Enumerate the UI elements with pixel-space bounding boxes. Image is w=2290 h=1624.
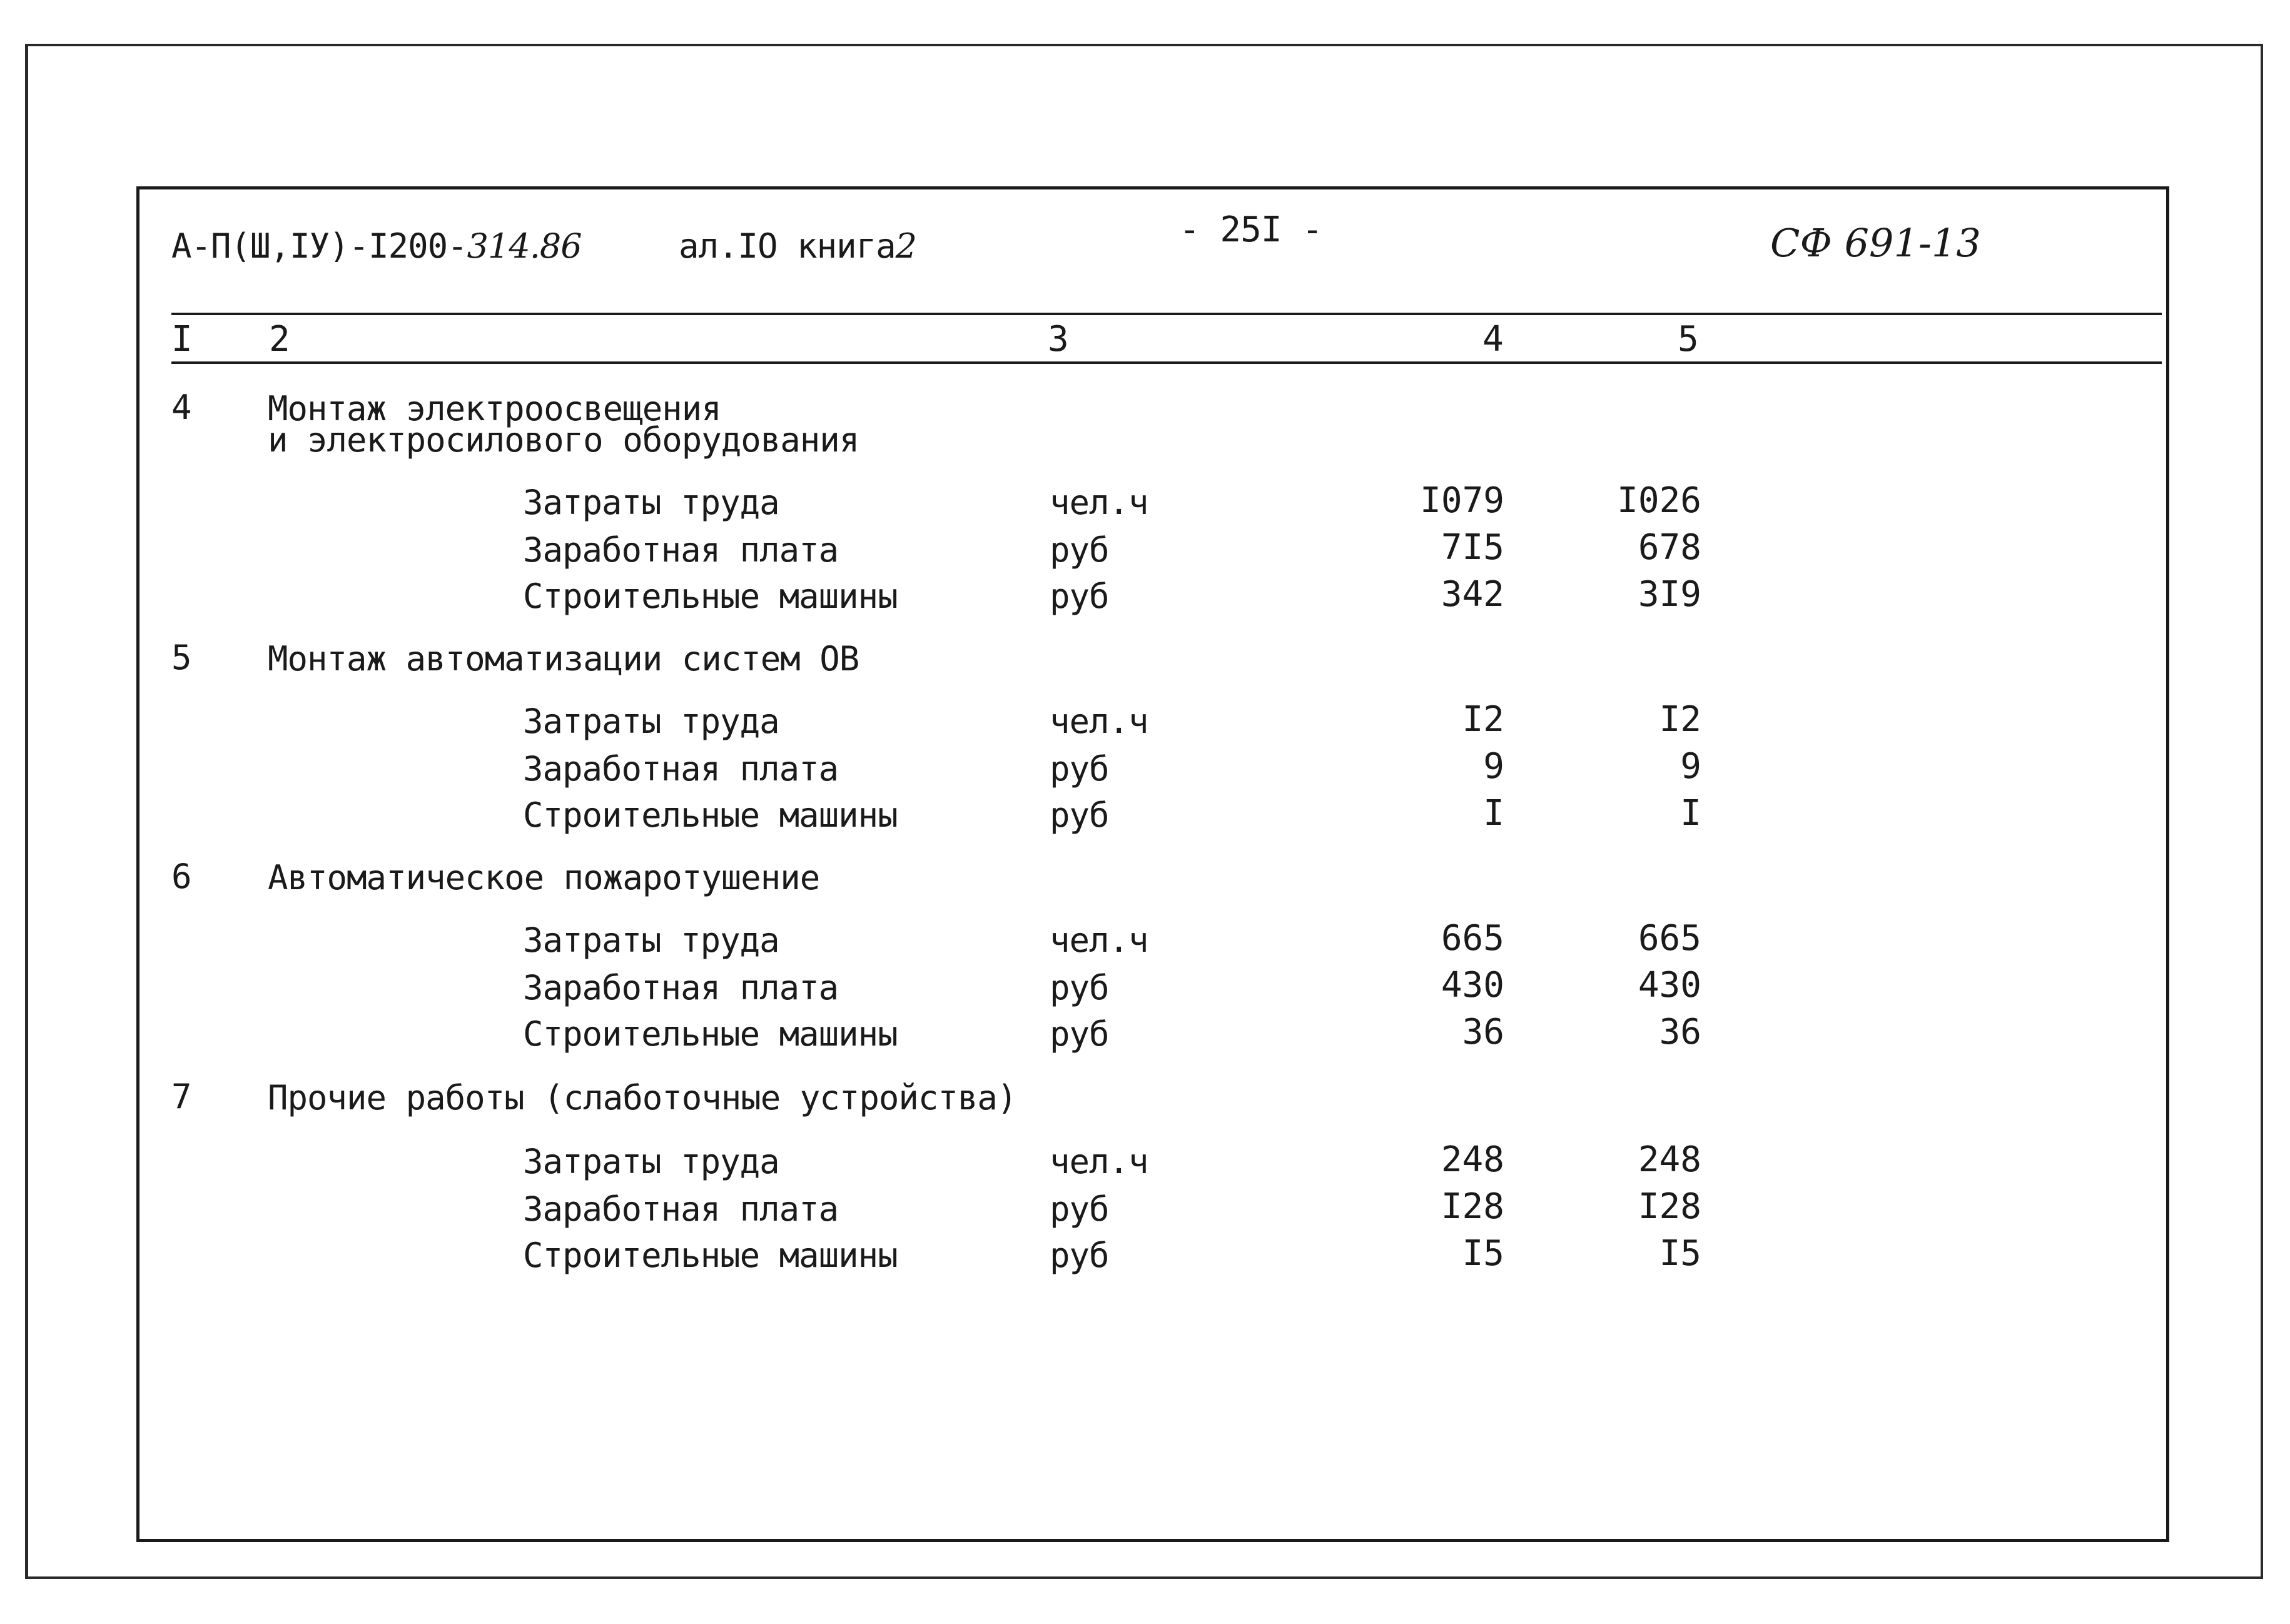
row-unit: руб: [1050, 968, 1109, 1007]
column-header-4: 4: [1482, 319, 1504, 360]
document-code-print: А-П(Ш,IУ)-I200-: [171, 226, 467, 266]
row-label: Строительные машины: [523, 1014, 898, 1054]
row-unit: чел.ч: [1050, 702, 1148, 741]
page-number: - 25I -: [1179, 209, 1323, 250]
section-number: 5: [171, 638, 191, 677]
document-code: [171, 226, 582, 266]
section-title-line: Автоматическое пожаротушение: [268, 858, 820, 897]
row-value-col5: 3I9: [1638, 574, 1701, 615]
row-label: Строительные машины: [523, 577, 898, 616]
row-unit: чел.ч: [1050, 483, 1148, 522]
row-label: Затраты труда: [523, 1142, 779, 1181]
row-label: Заработная плата: [523, 749, 839, 789]
row-value-col5: 678: [1638, 527, 1701, 568]
row-value-col5: I2: [1659, 699, 1701, 740]
row-value-col4: I2: [1462, 699, 1504, 740]
stamp-number: СФ 691-13: [1770, 220, 1981, 266]
row-value-col4: I28: [1441, 1186, 1504, 1227]
row-label: Затраты труда: [523, 920, 779, 960]
row-value-col4: 36: [1462, 1012, 1504, 1052]
row-value-col4: 665: [1441, 918, 1504, 959]
row-unit: чел.ч: [1050, 1142, 1148, 1181]
row-unit: чел.ч: [1050, 920, 1148, 960]
album-reference: [679, 226, 916, 266]
section-number: 4: [171, 388, 191, 427]
row-value-col4: I079: [1420, 480, 1504, 521]
row-unit: руб: [1050, 795, 1109, 835]
album-print: ал.IO книга: [679, 226, 896, 266]
column-header-3: 3: [1048, 319, 1069, 360]
header-rule-top: [171, 313, 2162, 315]
row-unit: руб: [1050, 1014, 1109, 1054]
row-value-col5: I28: [1638, 1186, 1701, 1227]
row-label: Затраты труда: [523, 483, 779, 522]
row-label: Заработная плата: [523, 1189, 839, 1229]
section-number: 7: [171, 1077, 191, 1116]
document-code-handwritten: 314.86: [467, 226, 582, 266]
row-unit: руб: [1050, 1189, 1109, 1229]
section-title-line: Монтаж автоматизации систем ОВ: [268, 639, 859, 678]
row-value-col5: 248: [1638, 1139, 1701, 1180]
row-value-col4: 430: [1441, 965, 1504, 1006]
row-unit: руб: [1050, 530, 1109, 570]
row-value-col4: 342: [1441, 574, 1504, 615]
section-title-line: Прочие работы (слаботочные устройства): [268, 1078, 1017, 1117]
row-value-col5: I5: [1659, 1233, 1701, 1274]
row-value-col5: I026: [1617, 480, 1701, 521]
row-label: Строительные машины: [523, 795, 898, 835]
row-label: Заработная плата: [523, 530, 839, 570]
row-value-col4: 7I5: [1441, 527, 1504, 568]
row-value-col5: 9: [1680, 746, 1701, 787]
header-rule-bottom: [171, 361, 2162, 364]
row-unit: руб: [1050, 749, 1109, 789]
row-value-col4: I5: [1462, 1233, 1504, 1274]
row-value-col4: 248: [1441, 1139, 1504, 1180]
section-number: 6: [171, 857, 191, 896]
row-label: Заработная плата: [523, 968, 839, 1007]
row-value-col5: I: [1680, 793, 1701, 834]
row-value-col5: 36: [1659, 1012, 1701, 1052]
row-label: Строительные машины: [523, 1236, 898, 1275]
row-label: Затраты труда: [523, 702, 779, 741]
row-unit: руб: [1050, 1236, 1109, 1275]
column-header-2: 2: [269, 319, 290, 360]
row-value-col5: 430: [1638, 965, 1701, 1006]
row-value-col4: 9: [1483, 746, 1504, 787]
section-title-line: и электросилового оборудования: [268, 420, 859, 460]
row-value-col4: I: [1483, 793, 1504, 834]
section-title-line: Монтаж электроосвещения: [268, 389, 721, 428]
column-header-5: 5: [1678, 319, 1699, 360]
row-value-col5: 665: [1638, 918, 1701, 959]
row-unit: руб: [1050, 577, 1109, 616]
album-handwritten: 2: [895, 226, 916, 266]
column-header-1: I: [171, 319, 193, 360]
